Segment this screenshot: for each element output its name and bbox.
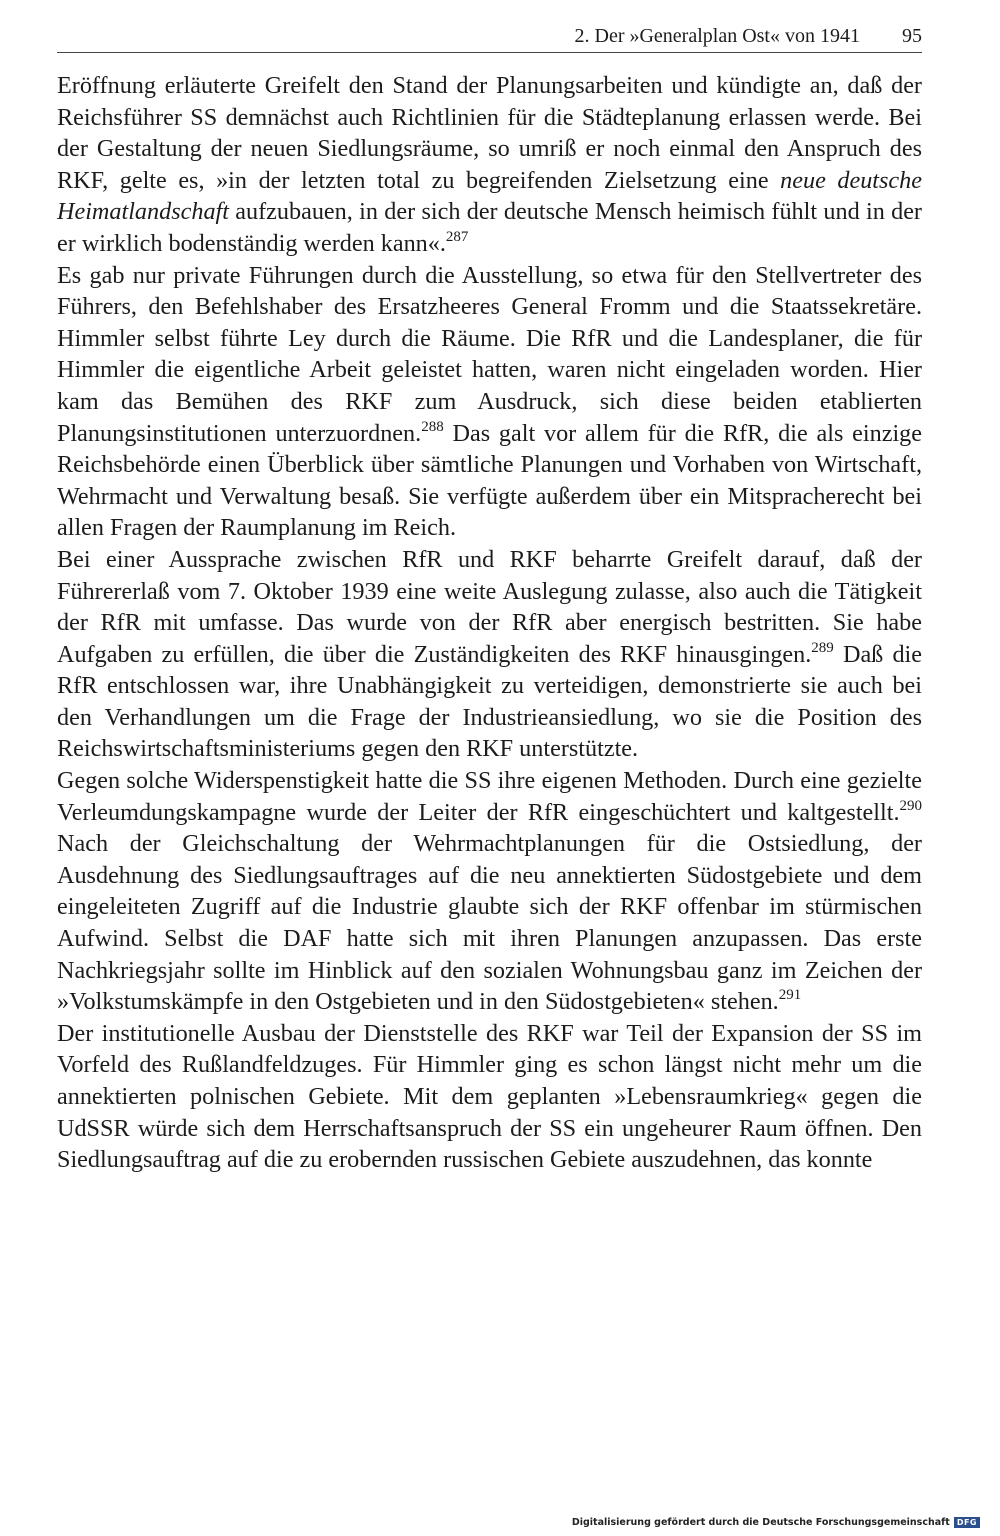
footnote-marker: 291 <box>778 987 802 1004</box>
paragraph-text: Bei einer Aussprache zwischen RfR und RKF beharrte Greifelt darauf, daß der Führererlaß vom 7. Oktober 1939 eine weite Auslegung zulasse, also auch die Tätigkeit der RfR mit umfasse. Das wurde von der RfR aber energisch bestritten. Sie habe Aufgaben zu erfüllen, die über die Zuständigkeiten des RKF hinausgingen. <box>57 545 922 668</box>
paragraph <box>57 1018 922 1176</box>
paragraph-text: Das galt vor allem für die RfR, die als einzige Reichsbehörde einen Überblick über sämtliche Planungen und Vorhaben von Wirtschaft, Wehrmacht und Verwaltung besaß. Sie verfügte außerdem über ein Mitspracherecht bei allen Fragen der Raumplanung im Reich. <box>57 419 922 542</box>
footnote-marker: 288 <box>421 418 444 435</box>
paragraph <box>57 260 922 544</box>
page-number: 95 <box>902 25 922 47</box>
credit-text: Digitalisierung gefördert durch die Deutsche Forschungsgemeinschaft <box>571 1517 950 1528</box>
paragraph-text: Gegen solche Widerspenstigkeit hatte die SS ihre eigenen Methoden. Durch eine gezielte Verleumdungskampagne wurde der Leiter der RfR eingeschüchtert und kaltgestellt. <box>57 767 922 826</box>
body-text <box>57 70 922 1176</box>
paragraph-text: Daß die RfR entschlossen war, ihre Unabhängigkeit zu verteidigen, demonstrierte sie auch bei den Verhandlungen um die Frage der Industrieansiedlung, wo sie die Position des Reichswirtschaftsministeriums gegen den RKF unterstützte. <box>57 640 922 763</box>
dfg-logo: DFG <box>954 1517 980 1528</box>
paragraph-text: Eröffnung erläuterte Greifelt den Stand der Planungsarbeiten und kündigte an, daß der Reichsführer SS demnächst auch Richtlinien für die Städteplanung erlassen werde. Bei der Gestaltung der neuen Siedlungsräume, so umriß er noch einmal den Anspruch des RKF, gelte es, »in der letzten total zu begreifenden Zielsetzung eine <box>57 72 922 194</box>
footnote-marker: 290 <box>899 797 922 814</box>
footnote-marker: 289 <box>811 639 834 656</box>
paragraph <box>57 765 922 1018</box>
footnote-marker: 287 <box>445 228 469 245</box>
paragraph-text: Es gab nur private Führungen durch die Ausstellung, so etwa für den Stellvertreter des Führers, den Befehlshaber des Ersatzheeres General Fromm und die Staatssekretäre. Himmler selbst führte Ley durch die Räume. Die RfR und die Landesplaner, die für Himmler die eigentliche Arbeit geleistet hatten, waren nicht eingeladen worden. Hier kam das Bemühen des RKF zum Ausdruck, sich diese beiden etablierten Planungsinstitutionen unterzuordnen. <box>57 261 922 447</box>
digitization-credit <box>572 1517 980 1528</box>
paragraph <box>57 544 922 765</box>
paragraph <box>57 70 922 260</box>
paragraph-text: Nach der Gleichschaltung der Wehrmachtplanungen für die Ostsiedlung, der Ausdehnung des Siedlungsauftrages auf die neu annektierten Südostgebiete und dem eingeleiteten Zugriff auf die Industrie glaubte sich der RKF offenbar im stürmischen Aufwind. Selbst die DAF hatte sich mit ihren Planungen anzupassen. Das erste Nachkriegsjahr sollte im Hinblick auf den sozialen Wohnungsbau ganz im Zeichen der »Volkstumskämpfe in den Ostgebieten und in den Südostgebieten« stehen. <box>57 830 922 1016</box>
emphasis-text: neue deutsche Heimatlandschaft <box>57 166 922 226</box>
running-title: 2. Der »Generalplan Ost« von 1941 <box>574 25 860 47</box>
paragraph-text: aufzubauen, in der sich der deutsche Mensch heimisch fühlt und in der er wirklich bodenständig werden kann«. <box>57 198 922 257</box>
paragraph-text: Der institutionelle Ausbau der Dienststelle des RKF war Teil der Expansion der SS im Vorfeld des Rußlandfeldzuges. Für Himmler ging es schon längst nicht mehr um die annektierten polnischen Gebiete. Mit dem geplanten »Lebensraumkrieg« gegen die UdSSR würde sich dem Herrschaftsanspruch der SS ein ungeheurer Raum öffnen. Den Siedlungsauftrag auf die zu erobernden russischen Gebiete auszudehnen, das konnte <box>57 1019 922 1174</box>
running-header <box>57 14 922 53</box>
